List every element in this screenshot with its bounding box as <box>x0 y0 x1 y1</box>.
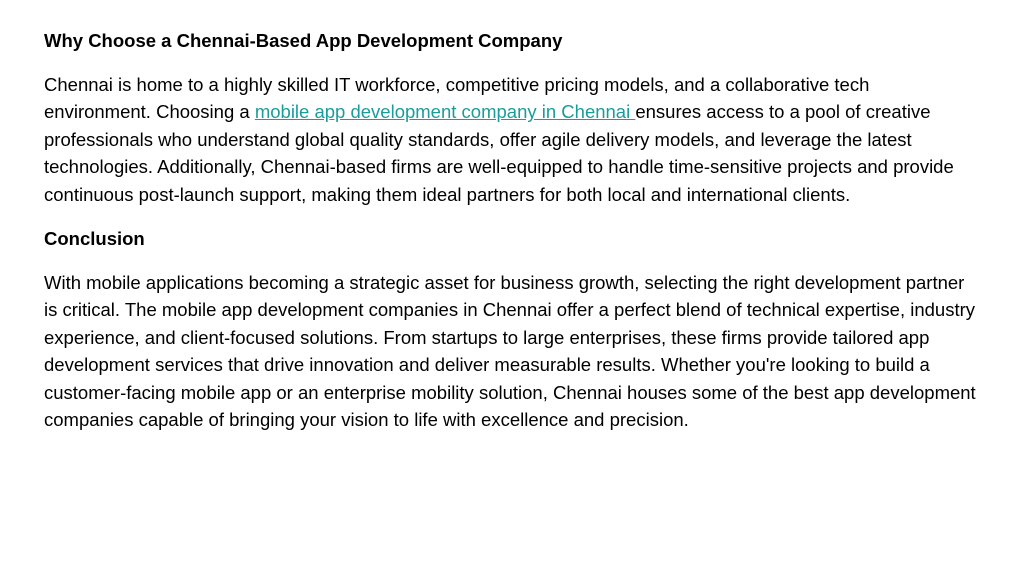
section-paragraph-why-chennai <box>44 71 979 208</box>
paragraph-text-after-link: ensures access to a pool of creative professionals who understand global quality standards, offer agile delivery models, and leverage the latest technologies. Additionally, Chennai-based firms are well-equipped to handle time-sensitive projects and provide continuous post-launch support, making them ideal partners for both local and international clients. <box>44 101 954 205</box>
section-heading-conclusion: Conclusion <box>44 228 145 250</box>
document-body <box>44 27 979 450</box>
paragraph-text-before-link: Chennai is home to a highly skilled IT workforce, competitive pricing models, and a collaborative tech environment. Choosing a <box>44 74 870 123</box>
mobile-app-company-link[interactable]: mobile app development company in Chennai <box>254 101 636 123</box>
section-heading-why-chennai: Why Choose a Chennai-Based App Development Company <box>44 30 563 51</box>
section-paragraph-conclusion: With mobile applications becoming a strategic asset for business growth, selecting the right development partner is critical. The mobile app development companies in Chennai offer a perfect blend of technical expertise, industry experience, and client-focused solutions. From startups to large enterprises, these firms provide tailored app development services that drive innovation and deliver measurable results. Whether you're looking to build a customer-facing mobile app or an enterprise mobility solution, Chennai houses some of the best app development companies capable of bringing your vision to life with excellence and precision. <box>44 272 976 431</box>
